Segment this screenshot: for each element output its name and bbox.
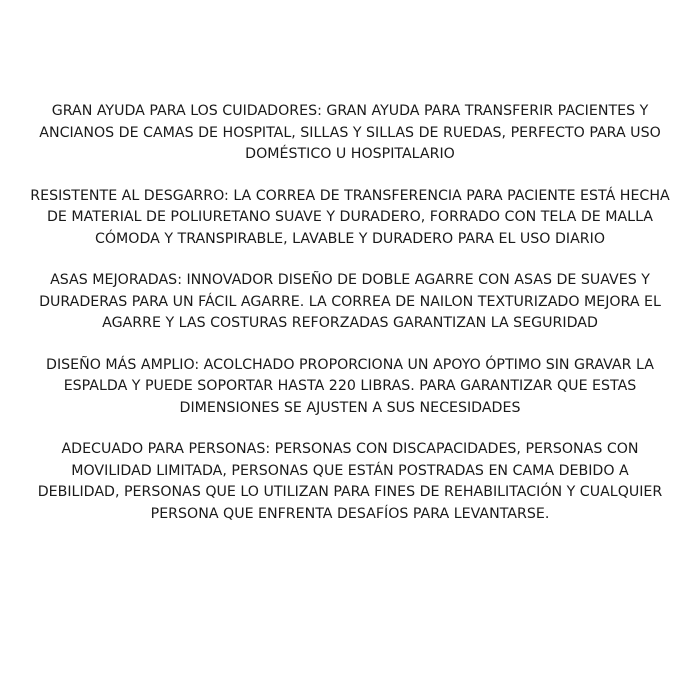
feature-paragraph-wider-design: DISEÑO MÁS AMPLIO: ACOLCHADO PROPORCIONA UN APOYO ÓPTIMO SIN GRAVAR LA ESPALDA Y PUEDE SOPORTAR HASTA 220 LIBRAS. PARA GARANTIZAR QUE ESTAS DIMENSIONES SE AJUSTEN A SUS NECESIDADES [46,356,654,416]
feature-paragraph-caregiver-help: GRAN AYUDA PARA LOS CUIDADORES: GRAN AYUDA PARA TRANSFERIR PACIENTES Y ANCIANOS DE CAMAS DE HOSPITAL, SILLAS Y SILLAS DE RUEDAS, PERFECTO PARA USO DOMÉSTICO U HOSPITALARIO [39,103,661,162]
feature-paragraph-tear-resistant: RESISTENTE AL DESGARRO: LA CORREA DE TRANSFERENCIA PARA PACIENTE ESTÁ HECHA DE MATERIAL DE POLIURETANO SUAVE Y DURADERO, FORRADO CON TELA DE MALLA CÓMODA Y TRANSPIRABLE, LAVABLE Y DURADERO PARA EL USO DIARIO [30,187,670,247]
feature-paragraph-suitable-for: ADECUADO PARA PERSONAS: PERSONAS CON DISCAPACIDADES, PERSONAS CON MOVILIDAD LIMITADA, PERSONAS QUE ESTÁN POSTRADAS EN CAMA DEBIDO A DEBILIDAD, PERSONAS QUE LO UTILIZAN PARA FINES DE REHABILITACIÓN Y CUALQUIER PERSONA QUE ENFRENTA DESAFÍOS PARA LEVANTARSE. [37,441,663,522]
feature-paragraph-improved-handles: ASAS MEJORADAS: INNOVADOR DISEÑO DE DOBLE AGARRE CON ASAS DE SUAVES Y DURADERAS PARA UN FÁCIL AGARRE. LA CORREA DE NAILON TEXTURIZADO MEJORA EL AGARRE Y LAS COSTURAS REFORZADAS GARANTIZAN LA SEGURIDAD [39,272,661,331]
